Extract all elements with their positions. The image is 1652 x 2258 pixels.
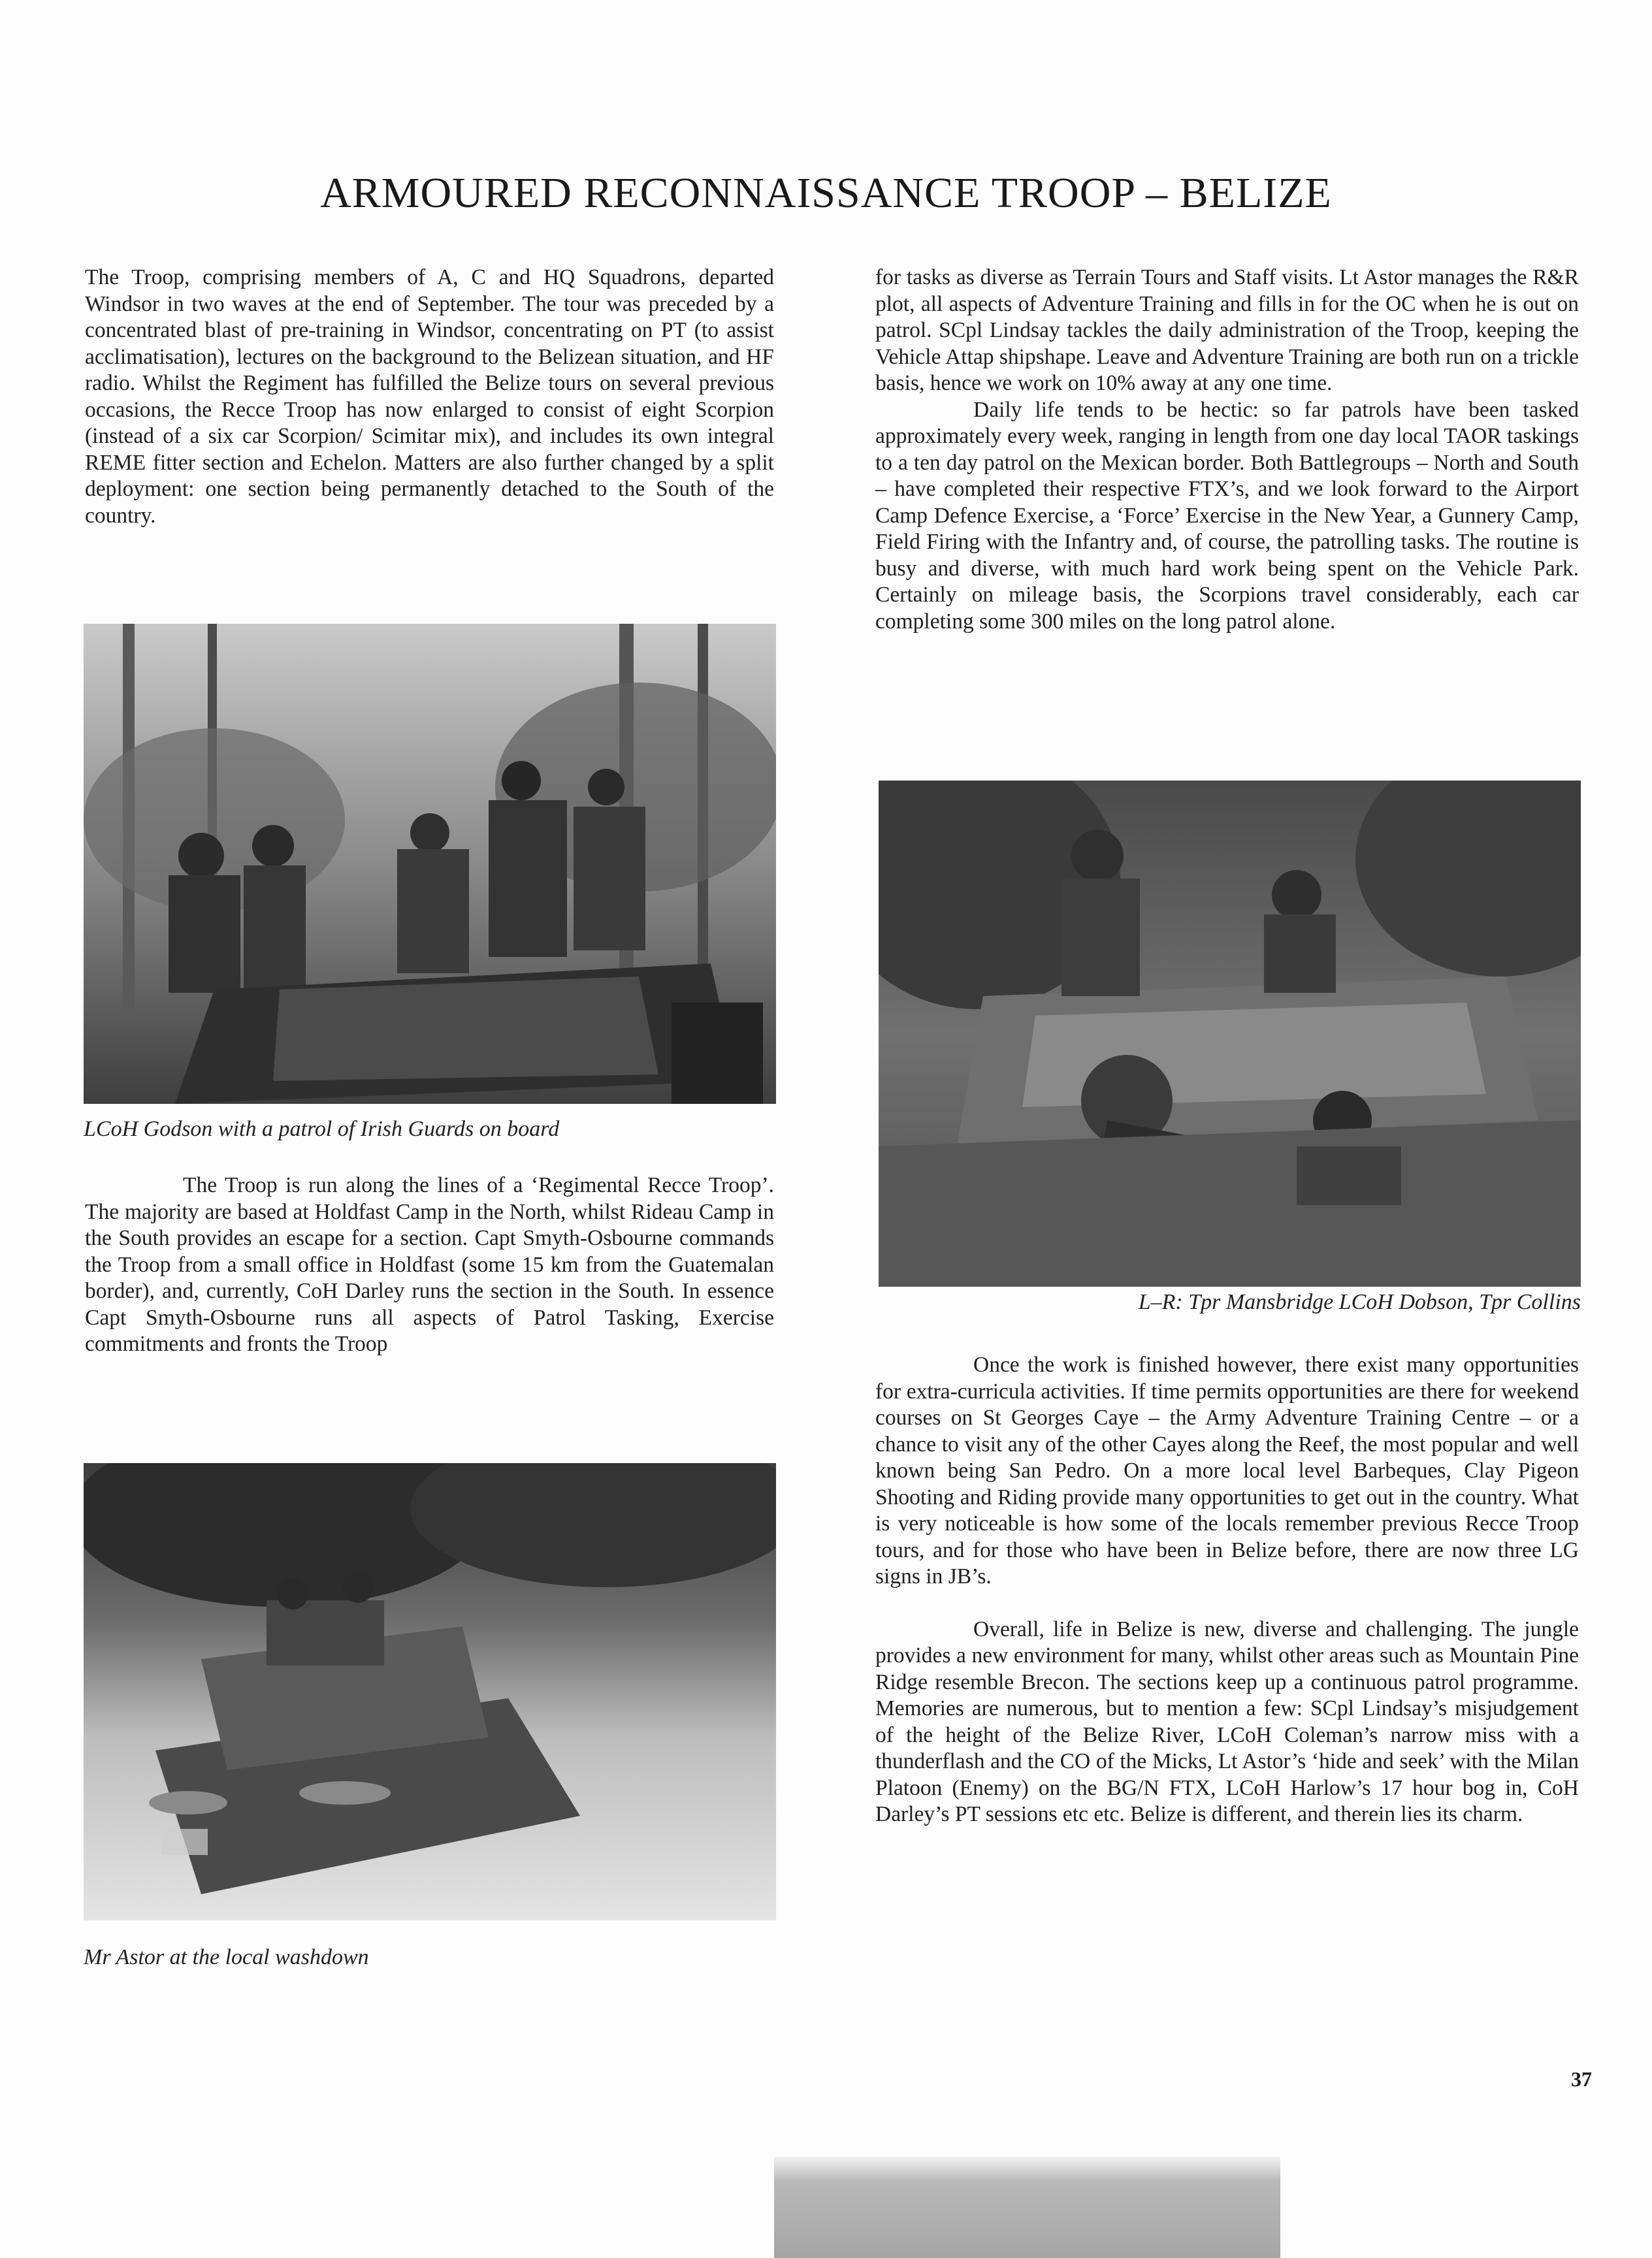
photo-scorpion-crew [879,781,1581,1287]
scan-edge-bar [774,2157,1280,2258]
paragraph: The Troop, comprising members of A, C and HQ Squadrons, departed Windsor in two waves at the end of September. The tour was preceded by a concentrated blast of pre-training in Windsor, concentrating on PT (to assist acclimatisation), lectures on the background to the Belizean situation, and HF radio. Whilst the Regiment has fulfilled the Belize tours on several previous occasions, the Recce Troop has now enlarged to consist of eight Scorpion (instead of a six car Scorpion/ Scimitar mix), and includes its own integral REME fitter section and Echelon. Matters are also further changed by a split deployment: one section being permanently detached to the South of the country. [85,265,774,528]
paragraph: for tasks as diverse as Terrain Tours and Staff visits. Lt Astor manages the R&R plot, all aspects of Adventure Training and fills in for the OC when he is out on patrol. SCpl Lindsay tackles the daily administration of the Troop, keeping the Vehicle Attap shipshape. Leave and Adventure Training are both run on a trickle basis, hence we work on 10% away at any one time. [875,265,1579,395]
paragraph: The Troop is run along the lines of a ‘Regimental Recce Troop’. The majority are based at Holdfast Camp in the North, whilst Rideau Camp in the South provides an escape for a section. Capt Smyth-Osbourne commands the Troop from a small office in Holdfast (some 15 km from the Guatemalan border), and, currently, CoH Darley runs the section in the South. In essence Capt Smyth-Osbourne runs all aspects of Patrol Tasking, Exercise commitments and fronts the Troop [85,1173,774,1356]
paragraph: Once the work is finished however, there exist many opportunities for extra-curricula activities. If time permits opportunities are there for weekend courses on St Georges Caye – the Army Adventure Training Centre – or a chance to visit any of the other Cayes along the Reef, the most popular and well known being San Pedro. On a more local level Barbeques, Clay Pigeon Shooting and Riding provide many opportunities to get out in the country. What is very noticeable is how some of the locals remember previous Recce Troop tours, and for those who have been in Belize before, there are now three LG signs in JB’s. [875,1353,1579,1589]
page-number: 37 [1571,2067,1592,2091]
right-column-bottom-text [875,1352,1579,1828]
photo-scorpion-washdown [84,1463,776,1920]
paragraph: Overall, life in Belize is new, diverse and challenging. The jungle provides a new environment for many, whilst other areas such as Mountain Pine Ridge resemble Brecon. The sections keep up a continuous patrol programme. Memories are numerous, but to mention a few: SCpl Lindsay’s misjudgement of the height of the Belize River, LCoH Coleman’s narrow miss with a thunderflash and the CO of the Micks, Lt Astor’s ‘hide and seek’ with the Milan Platoon (Enemy) on the BG/N FTX, LCoH Harlow’s 17 hour bog in, CoH Darley’s PT sessions etc etc. Belize is different, and therein lies its charm. [875,1617,1579,1826]
caption-photo-2: L–R: Tpr Mansbridge LCoH Dobson, Tpr Collins [1138,1290,1581,1314]
caption-photo-1: LCoH Godson with a patrol of Irish Guards on board [84,1117,560,1141]
left-column-middle-text [85,1172,774,1358]
photo-patrol-on-scorpion [84,624,776,1104]
article-title: ARMOURED RECONNAISSANCE TROOP – BELIZE [320,169,1332,217]
paragraph: Daily life tends to be hectic: so far patrols have been tasked approximately every week, ranging in length from one day local TAOR taskings to a ten day patrol on the Mexican border. Both Battlegroups – North and South – have completed their respective FTX’s, and we look forward to the Airport Camp Defence Exercise, a ‘Force’ Exercise in the New Year, a Gunnery Camp, Field Firing with the Infantry and, of course, the patrolling tasks. The routine is busy and diverse, with much hard work being spent on the Vehicle Park. Certainly on mileage basis, the Scorpions travel considerably, each car completing some 300 miles on the long patrol alone. [875,397,1579,634]
right-column-top-text [875,265,1579,635]
left-column-top-text [85,265,774,529]
caption-photo-3: Mr Astor at the local washdown [84,1945,369,1969]
